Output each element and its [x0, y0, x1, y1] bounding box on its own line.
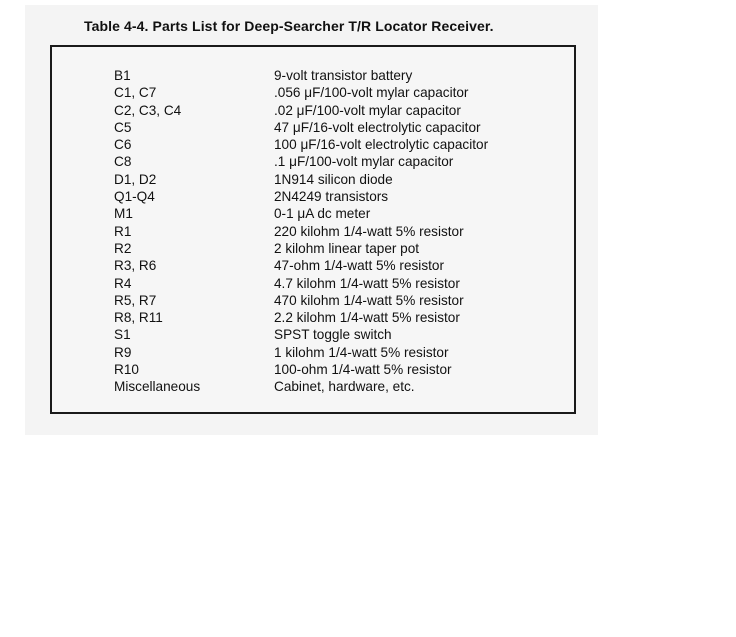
part-desc: 9-volt transistor battery: [274, 68, 413, 83]
parts-row: [114, 188, 488, 205]
parts-row: [114, 309, 488, 326]
part-desc: 1N914 silicon diode: [274, 171, 393, 187]
part-ref: M1: [114, 206, 133, 222]
parts-row: [114, 223, 488, 240]
parts-row: [114, 344, 488, 361]
part-ref: R2: [114, 240, 132, 256]
part-desc: 220 kilohm 1/4-watt 5% resistor: [274, 223, 464, 239]
parts-row: [114, 361, 488, 378]
part-desc: 100 μF/16-volt electrolytic capacitor: [274, 137, 489, 153]
parts-row: [114, 257, 488, 274]
part-ref: Miscellaneous: [114, 379, 201, 395]
part-ref: R5, R7: [114, 292, 157, 308]
part-desc: .056 μF/100-volt mylar capacitor: [274, 85, 469, 101]
part-ref: B1: [114, 68, 131, 83]
part-ref: R8, R11: [114, 310, 163, 326]
part-desc: 2 kilohm linear taper pot: [274, 240, 420, 256]
part-desc: .1 μF/100-volt mylar capacitor: [274, 154, 454, 170]
parts-row: [114, 119, 488, 136]
part-desc: 100-ohm 1/4-watt 5% resistor: [274, 362, 452, 378]
part-ref: R3, R6: [114, 258, 157, 274]
part-desc: 4.7 kilohm 1/4-watt 5% resistor: [274, 275, 460, 291]
part-ref: C5: [114, 119, 132, 135]
part-ref: D1, D2: [114, 171, 157, 187]
parts-row: [114, 84, 488, 101]
part-ref: R10: [114, 362, 139, 378]
parts-row: [114, 171, 488, 188]
part-ref: R4: [114, 275, 132, 291]
part-desc: 470 kilohm 1/4-watt 5% resistor: [274, 292, 464, 308]
part-desc: 2.2 kilohm 1/4-watt 5% resistor: [274, 310, 460, 326]
parts-row: [114, 275, 488, 292]
parts-row: [114, 205, 488, 222]
part-desc: SPST toggle switch: [274, 327, 392, 343]
part-desc: 1 kilohm 1/4-watt 5% resistor: [274, 344, 449, 360]
parts-table: [50, 45, 576, 414]
part-ref: C2, C3, C4: [114, 102, 182, 118]
parts-row: [114, 326, 488, 343]
parts-row: [114, 67, 488, 84]
parts-row: [114, 292, 488, 309]
part-ref: C8: [114, 154, 132, 170]
part-ref: R1: [114, 223, 132, 239]
part-ref: C1, C7: [114, 85, 157, 101]
table-title: Table 4-4. Parts List for Deep-Searcher T/R Locator Receiver.: [84, 18, 494, 34]
part-desc: 47-ohm 1/4-watt 5% resistor: [274, 258, 444, 274]
parts-row: [114, 136, 488, 153]
part-ref: R9: [114, 344, 132, 360]
parts-row: [114, 240, 488, 257]
part-desc: 47 μF/16-volt electrolytic capacitor: [274, 119, 481, 135]
part-desc: 0-1 μA dc meter: [274, 206, 371, 222]
part-desc: 2N4249 transistors: [274, 189, 389, 205]
part-ref: C6: [114, 137, 132, 153]
part-ref: S1: [114, 327, 131, 343]
part-ref: Q1-Q4: [114, 189, 155, 205]
parts-row: [114, 153, 488, 170]
part-desc: .02 μF/100-volt mylar capacitor: [274, 102, 461, 118]
part-desc: Cabinet, hardware, etc.: [274, 379, 415, 395]
parts-row: [114, 378, 488, 395]
parts-list: [114, 67, 488, 396]
parts-row: [114, 102, 488, 119]
